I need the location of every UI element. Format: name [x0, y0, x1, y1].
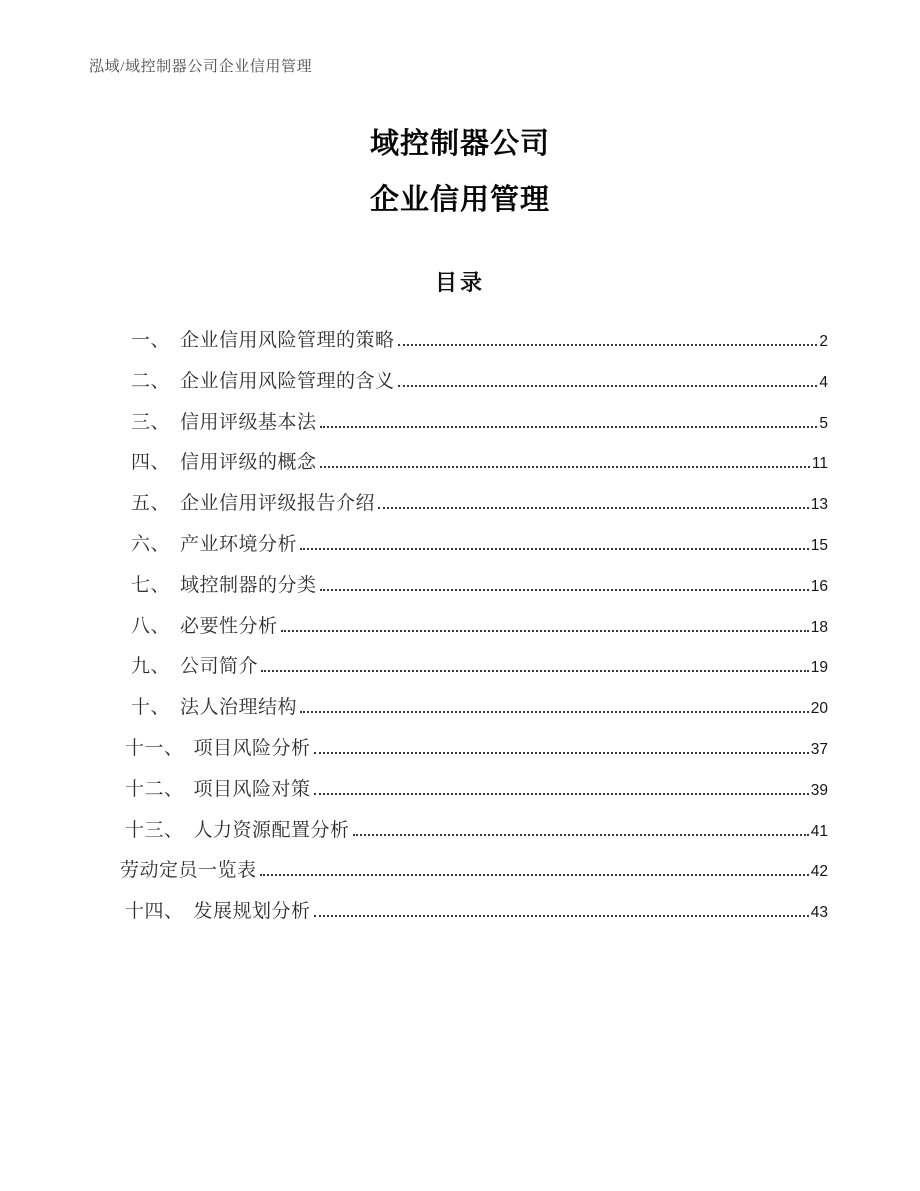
- toc-leader-dots: [261, 670, 809, 672]
- toc-leader-dots: [353, 834, 809, 836]
- toc-entry-page[interactable]: 11: [811, 455, 828, 473]
- toc-leader-dots: [320, 466, 810, 468]
- toc-entry-page[interactable]: 16: [810, 577, 828, 595]
- toc-leader-dots: [314, 915, 809, 917]
- toc-entry[interactable]: [120, 484, 828, 525]
- toc-leader-dots: [300, 548, 809, 550]
- toc-entry[interactable]: [120, 321, 828, 362]
- toc-entry-label[interactable]: 四、 信用评级的概念: [131, 452, 317, 474]
- toc-entry-page[interactable]: 13: [810, 496, 828, 514]
- toc-entry-label[interactable]: 九、 公司简介: [131, 656, 259, 678]
- toc-entry[interactable]: [120, 647, 828, 688]
- toc-entry-page[interactable]: 41: [810, 822, 828, 840]
- toc-leader-dots: [398, 344, 818, 346]
- toc-entry[interactable]: [120, 403, 828, 444]
- toc-entry[interactable]: [120, 443, 828, 484]
- toc-entry[interactable]: [120, 811, 828, 852]
- toc-leader-dots: [260, 874, 809, 876]
- toc-entry-page[interactable]: 5: [819, 414, 828, 432]
- toc-entry-page[interactable]: 18: [810, 618, 828, 636]
- toc-leader-dots: [378, 507, 809, 509]
- toc-entry-page[interactable]: 39: [810, 781, 828, 799]
- toc-leader-dots: [320, 426, 818, 428]
- toc-entry-label[interactable]: 十三、 人力资源配置分析: [125, 819, 350, 841]
- doc-title-line2: 企业信用管理: [369, 184, 550, 216]
- toc-entry-page[interactable]: 4: [819, 373, 828, 391]
- toc-entry-label[interactable]: 劳动定员一览表: [120, 860, 257, 882]
- toc-entry-label[interactable]: 一、 企业信用风险管理的策略: [131, 330, 395, 351]
- toc-entry-label[interactable]: 十一、 项目风险分析: [125, 737, 311, 759]
- toc-entry[interactable]: [120, 688, 828, 729]
- toc-leader-dots: [300, 711, 809, 713]
- toc-entry[interactable]: [120, 566, 828, 607]
- document-header: 泓域/域控制器公司企业信用管理: [89, 59, 313, 75]
- toc-heading: 目录: [434, 270, 485, 295]
- toc-entry-label[interactable]: 二、 企业信用风险管理的含义: [131, 370, 395, 392]
- toc-entry-label[interactable]: 八、 必要性分析: [131, 615, 278, 637]
- toc-entry-page[interactable]: 43: [810, 904, 828, 922]
- toc-entry[interactable]: [120, 525, 828, 566]
- toc-entry[interactable]: [120, 851, 828, 892]
- toc-entry-page[interactable]: 15: [810, 536, 828, 554]
- toc-entry-label[interactable]: 十四、 发展规划分析: [125, 901, 311, 923]
- toc-entry-page[interactable]: 19: [810, 659, 828, 677]
- toc-leader-dots: [314, 793, 809, 795]
- toc-entry-page[interactable]: 42: [810, 863, 828, 881]
- toc-entry[interactable]: [120, 607, 828, 648]
- toc-entry[interactable]: [120, 729, 828, 770]
- toc-entry-page[interactable]: 2: [819, 333, 828, 350]
- toc-entry-label[interactable]: 十、 法人治理结构: [131, 697, 298, 719]
- toc-entry[interactable]: [120, 892, 828, 933]
- toc-entry-label[interactable]: 五、 企业信用评级报告介绍: [131, 493, 376, 515]
- toc-leader-dots: [398, 385, 818, 387]
- toc-entry[interactable]: [120, 362, 828, 403]
- toc-entry-page[interactable]: 20: [810, 700, 828, 718]
- toc-entry[interactable]: [120, 770, 828, 811]
- toc-entry-label[interactable]: 七、 域控制器的分类: [131, 574, 317, 596]
- toc-list: [120, 321, 828, 933]
- toc-leader-dots: [314, 752, 809, 754]
- toc-entry-label[interactable]: 六、 产业环境分析: [131, 533, 298, 555]
- doc-title-line1: 域控制器公司: [369, 128, 550, 160]
- toc-entry-page[interactable]: 37: [810, 740, 828, 758]
- toc-leader-dots: [281, 630, 809, 632]
- toc-entry-label[interactable]: 十二、 项目风险对策: [125, 778, 311, 800]
- toc-entry-label[interactable]: 三、 信用评级基本法: [131, 411, 317, 433]
- toc-leader-dots: [320, 589, 809, 591]
